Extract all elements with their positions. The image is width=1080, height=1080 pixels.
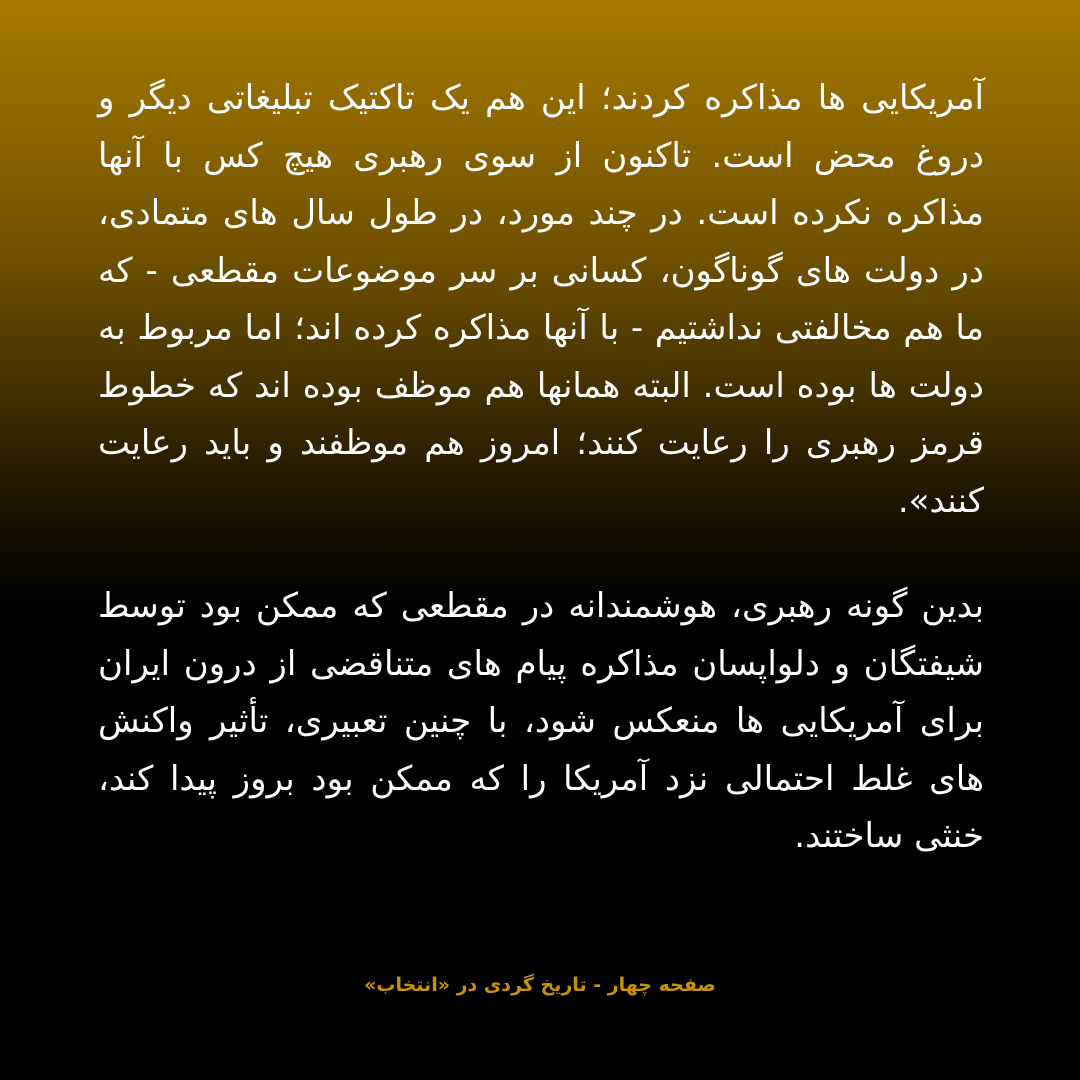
page-footer: صفحه چهار - تاریخ گردی در «انتخاب» [364,974,716,996]
body-paragraph-2: بدین گونه رهبری، هوشمندانه در مقطعی که ممکن بود توسط شیفتگان و دلواپسان مذاکره پیام های متناقضی از درون ایران برای آمریکایی ها منعکس شود، با چنین تعبیری، تأثیر واکنش های غلط احتمالی نزد آمریکا را که ممکن بود بروز پیدا کند، خنثی ساختند. [98,586,984,856]
body-paragraph-1: آمریکایی ها مذاکره کردند؛ این هم یک تاکتیک تبلیغاتی دیگر و دروغ محض است. تاکنون از سوی رهبری هیچ کس با آنها مذاکره نکرده است. در چند مورد، در طول سال های متمادی، در دولت های گوناگون، کسانی بر سر موضوعات مقطعی - که ما هم مخالفتی نداشتیم - با آنها مذاکره کرده اند؛ اما مربوط به دولت ها بوده است. البته همانها هم موظف بوده اند که خطوط قرمز رهبری را رعایت کنند؛ امروز هم موظفند و باید رعایت کنند». [98,78,984,521]
